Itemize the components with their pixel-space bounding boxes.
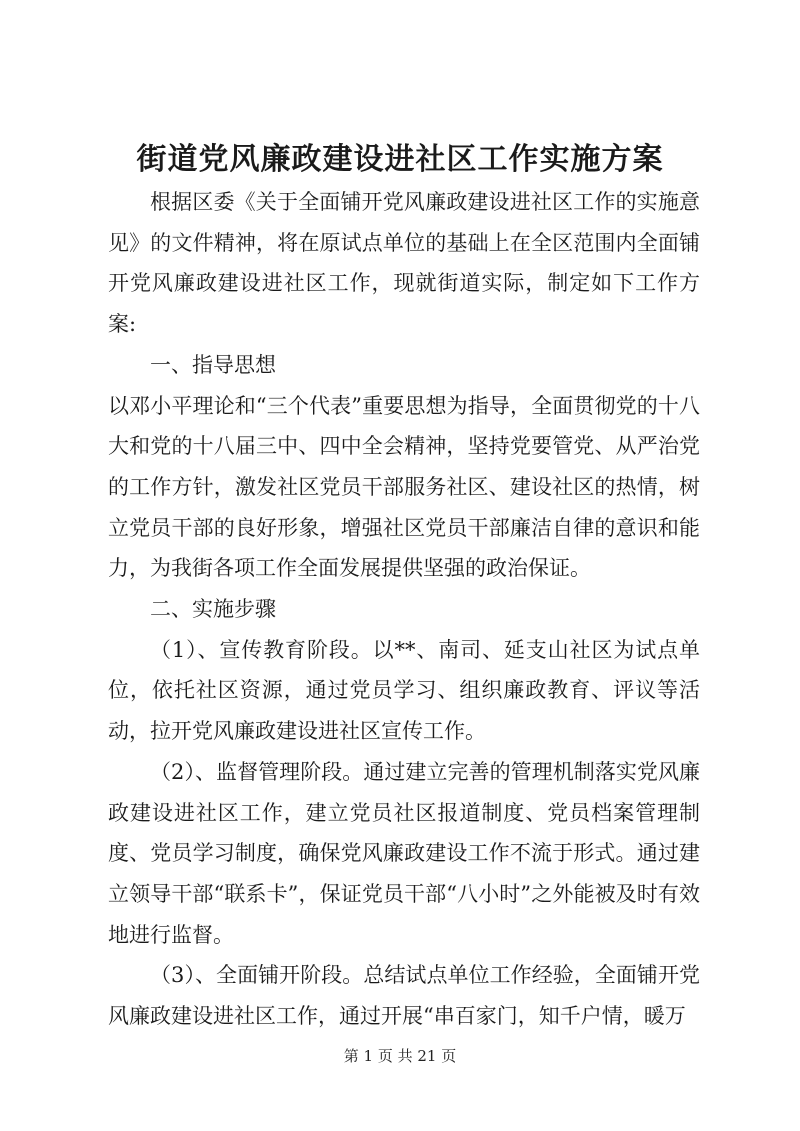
step-1-paragraph: （1）、宣传教育阶段。以**、南司、延支山社区为试点单位，依托社区资源，通过党员学习、组织廉政教育、评议等活动，拉开党风廉政建设进社区宣传工作。 <box>108 637 700 744</box>
step-3-paragraph: （3）、全面铺开阶段。总结试点单位工作经验，全面铺开党风廉政建设进社区工作，通过开展“串百家门，知千户情，暖万 <box>108 963 700 1029</box>
intro-paragraph: 根据区委《关于全面铺开党风廉政建设进社区工作的实施意见》的文件精神，将在原试点单位的基础上在全区范围内全面铺开党风廉政建设进社区工作，现就街道实际，制定如下工作方案: <box>108 190 700 337</box>
section-heading-guiding-ideology: 一、指导思想 <box>150 352 276 377</box>
page-number-footer: 第 1 页 共 21 页 <box>343 1047 457 1065</box>
step-2-paragraph: （2）、监督管理阶段。通过建立完善的管理机制落实党风廉政建设进社区工作，建立党员社区报道制度、党员档案管理制度、党员学习制度，确保党风廉政建设工作不流于形式。通过建立领导干部“联系卡”，保证党员干部“八小时”之外能被及时有效地进行监督。 <box>108 759 700 947</box>
guiding-ideology-paragraph: 以邓小平理论和“三个代表”重要思想为指导，全面贯彻党的十八大和党的十八届三中、四中全会精神，坚持党要管党、从严治党的工作方针，激发社区党员干部服务社区、建设社区的热情，树立党员干部的良好形象，增强社区党员干部廉洁自律的意识和能力，为我街各项工作全面发展提供坚强的政治保证。 <box>108 393 700 581</box>
document-body <box>108 182 700 1037</box>
section-heading-implementation-steps: 二、实施步骤 <box>150 597 276 622</box>
document-title: 街道党风廉政建设进社区工作实施方案 <box>136 142 664 177</box>
